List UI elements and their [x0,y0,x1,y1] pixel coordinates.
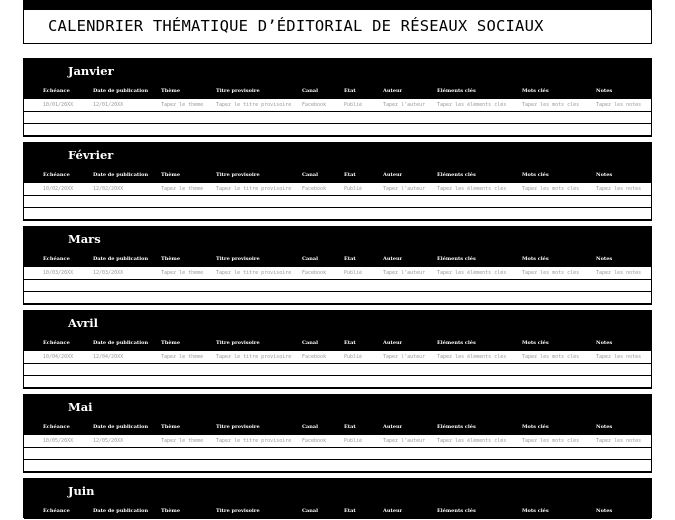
table-cell[interactable]: Tapez le thème [161,354,204,360]
empty-row[interactable] [24,460,651,472]
column-header: État [344,424,356,430]
column-header: Notes [596,256,613,262]
empty-row[interactable] [24,196,651,208]
table-cell[interactable]: Tapez les éléments clés [437,102,507,108]
column-header: Éléments clés [437,172,476,178]
column-header: Thème [161,508,181,514]
column-header: Éléments clés [437,424,476,430]
table-cell[interactable]: 10/01/20XX [43,102,74,108]
column-header: Éléments clés [437,508,476,514]
table-cell[interactable]: Tapez le titre provisoire [216,438,292,444]
table-cell[interactable]: Publié [344,102,363,108]
column-header-row [24,83,651,99]
empty-row[interactable] [24,112,651,124]
table-cell[interactable]: Publié [344,270,363,276]
month-name: Février [68,148,114,162]
column-header: Date de publication [93,256,149,262]
table-cell[interactable]: Publié [344,354,363,360]
table-cell[interactable]: Tapez les mots clés [522,186,580,192]
column-header: Échéance [43,256,70,262]
column-header: Date de publication [93,508,149,514]
table-cell[interactable]: Tapez le titre provisoire [216,270,292,276]
empty-row[interactable] [24,364,651,376]
month-header [24,395,651,419]
month-header [24,59,651,83]
column-header: Canal [302,424,318,430]
table-cell[interactable]: Facebook [302,270,327,276]
month-header [24,227,651,251]
column-header: État [344,172,356,178]
month-name: Janvier [68,64,114,78]
column-header-row [24,167,651,183]
table-cell[interactable]: 12/04/20XX [93,354,124,360]
column-header: Auteur [383,508,403,514]
column-header: Date de publication [93,340,149,346]
table-row[interactable] [24,99,651,112]
table-cell[interactable]: 12/05/20XX [93,438,124,444]
column-header: Mots clés [522,88,549,94]
column-header: Auteur [383,340,403,346]
column-header: État [344,508,356,514]
table-cell[interactable]: Tapez les mots clés [522,438,580,444]
title-banner [23,0,652,44]
column-header: Thème [161,88,181,94]
column-header: Canal [302,256,318,262]
table-cell[interactable]: 10/04/20XX [43,354,74,360]
table-cell[interactable]: Tapez le thème [161,102,204,108]
column-header: Date de publication [93,424,149,430]
table-cell[interactable]: Tapez les mots clés [522,354,580,360]
column-header: Échéance [43,88,70,94]
table-cell[interactable]: Tapez le thème [161,186,204,192]
month-section [23,226,652,305]
column-header: État [344,256,356,262]
column-header: Auteur [383,424,403,430]
column-header: Auteur [383,88,403,94]
table-cell[interactable]: Tapez l’auteur [383,354,426,360]
month-name: Avril [68,316,98,330]
table-cell[interactable]: Tapez l’auteur [383,102,426,108]
table-cell[interactable]: Facebook [302,438,327,444]
table-cell[interactable]: Tapez les éléments clés [437,354,507,360]
table-cell[interactable]: Tapez les notes [596,102,642,108]
empty-row[interactable] [24,124,651,136]
table-cell[interactable]: 10/05/20XX [43,438,74,444]
table-cell[interactable]: Tapez le titre provisoire [216,354,292,360]
table-cell[interactable]: Tapez le titre provisoire [216,102,292,108]
column-header-row [24,335,651,351]
column-header: Date de publication [93,172,149,178]
table-cell[interactable]: 10/02/20XX [43,186,74,192]
column-header: Mots clés [522,508,549,514]
table-cell[interactable]: Tapez les mots clés [522,270,580,276]
table-cell[interactable]: Tapez l’auteur [383,186,426,192]
column-header: Auteur [383,172,403,178]
column-header: Éléments clés [437,256,476,262]
column-header-row [24,503,651,519]
table-cell[interactable]: Facebook [302,102,327,108]
column-header: Auteur [383,256,403,262]
table-cell[interactable]: Tapez le thème [161,438,204,444]
column-header: Notes [596,172,613,178]
column-header: Échéance [43,424,70,430]
column-header: Titre provisoire [216,88,260,94]
column-header: Titre provisoire [216,508,260,514]
table-cell[interactable]: Publié [344,438,363,444]
column-header: Notes [596,88,613,94]
table-cell[interactable]: Tapez les notes [596,354,642,360]
column-header: Échéance [43,508,70,514]
table-cell[interactable]: 12/03/20XX [93,270,124,276]
table-row[interactable] [24,435,651,448]
table-cell[interactable]: Tapez les éléments clés [437,186,507,192]
column-header: Titre provisoire [216,256,260,262]
month-section [23,394,652,473]
month-name: Mars [68,232,101,246]
column-header: Titre provisoire [216,424,260,430]
table-row[interactable] [24,183,651,196]
month-name: Mai [68,400,93,414]
column-header-row [24,419,651,435]
month-header [24,479,651,503]
column-header: Thème [161,340,181,346]
column-header: État [344,88,356,94]
column-header: Échéance [43,340,70,346]
table-cell[interactable]: Tapez l’auteur [383,270,426,276]
table-cell[interactable]: 10/03/20XX [43,270,74,276]
column-header: Thème [161,172,181,178]
column-header: Mots clés [522,340,549,346]
table-cell[interactable]: Tapez les mots clés [522,102,580,108]
table-cell[interactable]: Facebook [302,186,327,192]
column-header: État [344,340,356,346]
empty-row[interactable] [24,280,651,292]
column-header: Éléments clés [437,340,476,346]
month-section [23,142,652,221]
column-header: Canal [302,508,318,514]
column-header: Canal [302,172,318,178]
table-cell[interactable]: Tapez les notes [596,270,642,276]
month-name: Juin [68,484,95,498]
column-header: Échéance [43,172,70,178]
column-header: Date de publication [93,88,149,94]
column-header-row [24,251,651,267]
month-header [24,311,651,335]
table-cell[interactable]: 12/02/20XX [93,186,124,192]
column-header: Canal [302,340,318,346]
table-cell[interactable]: Tapez les notes [596,438,642,444]
column-header: Notes [596,340,613,346]
empty-row[interactable] [24,376,651,388]
column-header: Thème [161,256,181,262]
table-cell[interactable]: Publié [344,186,363,192]
empty-row[interactable] [24,292,651,304]
column-header: Éléments clés [437,88,476,94]
table-cell[interactable]: 12/01/20XX [93,102,124,108]
column-header: Notes [596,508,613,514]
month-header [24,143,651,167]
table-cell[interactable]: Facebook [302,354,327,360]
month-section [23,310,652,389]
column-header: Mots clés [522,424,549,430]
column-header: Canal [302,88,318,94]
table-cell[interactable]: Tapez les éléments clés [437,438,507,444]
column-header: Notes [596,424,613,430]
page-title: CALENDRIER THÉMATIQUE D’ÉDITORIAL DE RÉSEAUX SOCIAUX [48,17,544,35]
table-row[interactable] [24,351,651,364]
table-row[interactable] [24,267,651,280]
table-cell[interactable]: Tapez l’auteur [383,438,426,444]
column-header: Mots clés [522,172,549,178]
table-cell[interactable]: Tapez les notes [596,186,642,192]
column-header: Titre provisoire [216,172,260,178]
column-header: Titre provisoire [216,340,260,346]
month-section [23,58,652,137]
column-header: Thème [161,424,181,430]
month-section [23,478,652,518]
table-cell[interactable]: Tapez le thème [161,270,204,276]
column-header: Mots clés [522,256,549,262]
empty-row[interactable] [24,208,651,220]
table-cell[interactable]: Tapez le titre provisoire [216,186,292,192]
empty-row[interactable] [24,448,651,460]
table-cell[interactable]: Tapez les éléments clés [437,270,507,276]
